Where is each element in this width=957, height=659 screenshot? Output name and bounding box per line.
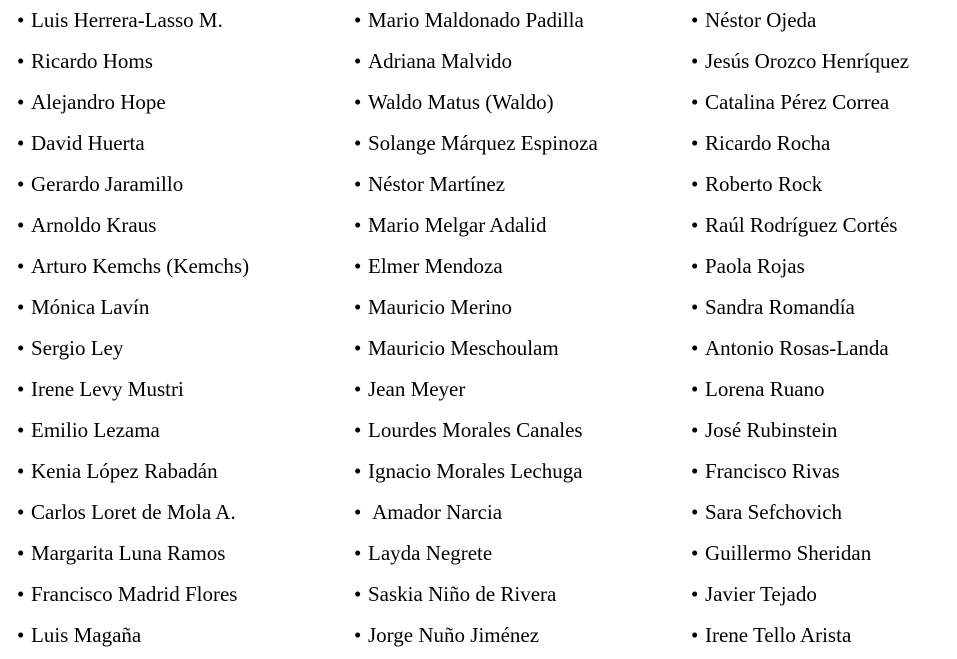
person-name: Mónica Lavín xyxy=(31,295,150,319)
person-name: Paola Rojas xyxy=(705,254,805,278)
person-name: Francisco Madrid Flores xyxy=(31,582,238,606)
list-item xyxy=(17,41,347,82)
list-item xyxy=(691,246,953,287)
list-item xyxy=(691,492,953,533)
list-item xyxy=(354,41,684,82)
bullet-icon: • xyxy=(691,623,699,647)
list-item xyxy=(691,287,953,328)
bullet-icon: • xyxy=(691,418,699,442)
list-item xyxy=(691,0,953,41)
person-name: Solange Márquez Espinoza xyxy=(368,131,598,155)
person-name: Mario Melgar Adalid xyxy=(368,213,547,237)
person-name: Mauricio Merino xyxy=(368,295,513,319)
bullet-icon: • xyxy=(354,295,362,319)
bullet-icon: • xyxy=(354,418,362,442)
bullet-icon: • xyxy=(691,172,699,196)
list-item xyxy=(17,492,347,533)
list-item xyxy=(354,246,684,287)
list-item xyxy=(691,41,953,82)
list-item xyxy=(691,328,953,369)
list-item xyxy=(691,574,953,615)
name-column-1 xyxy=(17,0,347,656)
person-name: Antonio Rosas-Landa xyxy=(705,336,889,360)
person-name: Catalina Pérez Correa xyxy=(705,90,890,114)
person-name: Irene Tello Arista xyxy=(705,623,852,647)
list-item xyxy=(354,0,684,41)
list-item xyxy=(691,123,953,164)
person-name: Ricardo Homs xyxy=(31,49,153,73)
person-name: Margarita Luna Ramos xyxy=(31,541,226,565)
bullet-icon: • xyxy=(354,623,362,647)
person-name: Gerardo Jaramillo xyxy=(31,172,184,196)
person-name: Arnoldo Kraus xyxy=(31,213,157,237)
person-name: Waldo Matus (Waldo) xyxy=(368,90,554,114)
person-name: Amador Narcia xyxy=(368,500,503,524)
bullet-icon: • xyxy=(691,500,699,524)
bullet-icon: • xyxy=(691,582,699,606)
bullet-icon: • xyxy=(17,541,25,565)
person-name: Irene Levy Mustri xyxy=(31,377,184,401)
bullet-icon: • xyxy=(354,336,362,360)
person-name: Mario Maldonado Padilla xyxy=(368,8,584,32)
bullet-icon: • xyxy=(354,172,362,196)
bullet-icon: • xyxy=(354,500,362,524)
list-item xyxy=(17,615,347,656)
list-item xyxy=(17,533,347,574)
list-item xyxy=(354,369,684,410)
person-name: Ricardo Rocha xyxy=(705,131,831,155)
bullet-icon: • xyxy=(691,541,699,565)
bullet-icon: • xyxy=(691,213,699,237)
person-name: Néstor Ojeda xyxy=(705,8,817,32)
bullet-icon: • xyxy=(691,131,699,155)
bullet-icon: • xyxy=(17,582,25,606)
name-column-2 xyxy=(354,0,684,656)
bullet-icon: • xyxy=(17,336,25,360)
person-name: Mauricio Meschoulam xyxy=(368,336,559,360)
bullet-icon: • xyxy=(17,49,25,73)
list-item xyxy=(691,369,953,410)
person-name: Elmer Mendoza xyxy=(368,254,503,278)
person-name: Francisco Rivas xyxy=(705,459,840,483)
person-name: David Huerta xyxy=(31,131,145,155)
bullet-icon: • xyxy=(17,623,25,647)
person-name: Guillermo Sheridan xyxy=(705,541,872,565)
person-name: Emilio Lezama xyxy=(31,418,160,442)
list-item xyxy=(354,410,684,451)
list-item xyxy=(691,533,953,574)
list-item xyxy=(17,410,347,451)
person-name: Luis Magaña xyxy=(31,623,142,647)
bullet-icon: • xyxy=(691,49,699,73)
person-name: José Rubinstein xyxy=(705,418,838,442)
person-name: Saskia Niño de Rivera xyxy=(368,582,557,606)
list-item xyxy=(17,287,347,328)
person-name: Raúl Rodríguez Cortés xyxy=(705,213,898,237)
bullet-icon: • xyxy=(354,377,362,401)
person-name: Jesús Orozco Henríquez xyxy=(705,49,910,73)
list-item xyxy=(17,451,347,492)
bullet-icon: • xyxy=(17,90,25,114)
list-item xyxy=(691,205,953,246)
bullet-icon: • xyxy=(354,49,362,73)
bullet-icon: • xyxy=(691,459,699,483)
list-item xyxy=(354,287,684,328)
person-name: Sara Sefchovich xyxy=(705,500,843,524)
bullet-icon: • xyxy=(17,8,25,32)
person-name: Kenia López Rabadán xyxy=(31,459,218,483)
bullet-icon: • xyxy=(354,254,362,278)
list-item xyxy=(17,0,347,41)
bullet-icon: • xyxy=(17,172,25,196)
person-name: Sergio Ley xyxy=(31,336,124,360)
list-item xyxy=(691,410,953,451)
person-name: Roberto Rock xyxy=(705,172,823,196)
bullet-icon: • xyxy=(17,500,25,524)
bullet-icon: • xyxy=(691,336,699,360)
list-item xyxy=(691,164,953,205)
person-name: Javier Tejado xyxy=(705,582,817,606)
bullet-icon: • xyxy=(17,295,25,319)
bullet-icon: • xyxy=(354,541,362,565)
name-column-3 xyxy=(691,0,953,656)
list-item xyxy=(354,615,684,656)
person-name: Carlos Loret de Mola A. xyxy=(31,500,236,524)
person-name: Lourdes Morales Canales xyxy=(368,418,583,442)
list-item xyxy=(17,369,347,410)
list-item xyxy=(354,451,684,492)
bullet-icon: • xyxy=(691,90,699,114)
bullet-icon: • xyxy=(691,295,699,319)
list-item xyxy=(354,328,684,369)
bullet-icon: • xyxy=(354,90,362,114)
bullet-icon: • xyxy=(691,377,699,401)
person-name: Adriana Malvido xyxy=(368,49,513,73)
bullet-icon: • xyxy=(17,213,25,237)
person-name: Jorge Nuño Jiménez xyxy=(368,623,540,647)
bullet-icon: • xyxy=(354,582,362,606)
person-name: Arturo Kemchs (Kemchs) xyxy=(31,254,250,278)
person-name: Ignacio Morales Lechuga xyxy=(368,459,583,483)
list-item xyxy=(354,574,684,615)
list-item xyxy=(691,451,953,492)
bullet-icon: • xyxy=(354,213,362,237)
list-item xyxy=(17,328,347,369)
person-name: Lorena Ruano xyxy=(705,377,825,401)
list-item xyxy=(354,205,684,246)
bullet-icon: • xyxy=(17,254,25,278)
person-name: Alejandro Hope xyxy=(31,90,166,114)
list-item xyxy=(17,164,347,205)
bullet-icon: • xyxy=(354,131,362,155)
list-item xyxy=(354,164,684,205)
person-name: Néstor Martínez xyxy=(368,172,506,196)
list-item xyxy=(354,123,684,164)
list-item xyxy=(17,123,347,164)
bullet-icon: • xyxy=(691,8,699,32)
list-item xyxy=(17,246,347,287)
bullet-icon: • xyxy=(17,418,25,442)
person-name: Layda Negrete xyxy=(368,541,493,565)
list-item xyxy=(354,492,684,533)
person-name: Luis Herrera-Lasso M. xyxy=(31,8,223,32)
list-item xyxy=(691,615,953,656)
person-name: Sandra Romandía xyxy=(705,295,855,319)
list-item xyxy=(17,82,347,123)
bullet-icon: • xyxy=(17,131,25,155)
list-item xyxy=(354,533,684,574)
bullet-icon: • xyxy=(691,254,699,278)
list-item xyxy=(691,82,953,123)
bullet-icon: • xyxy=(17,377,25,401)
bullet-icon: • xyxy=(17,459,25,483)
list-item xyxy=(17,574,347,615)
list-item xyxy=(354,82,684,123)
list-item xyxy=(17,205,347,246)
bullet-icon: • xyxy=(354,459,362,483)
person-name: Jean Meyer xyxy=(368,377,466,401)
bullet-icon: • xyxy=(354,8,362,32)
